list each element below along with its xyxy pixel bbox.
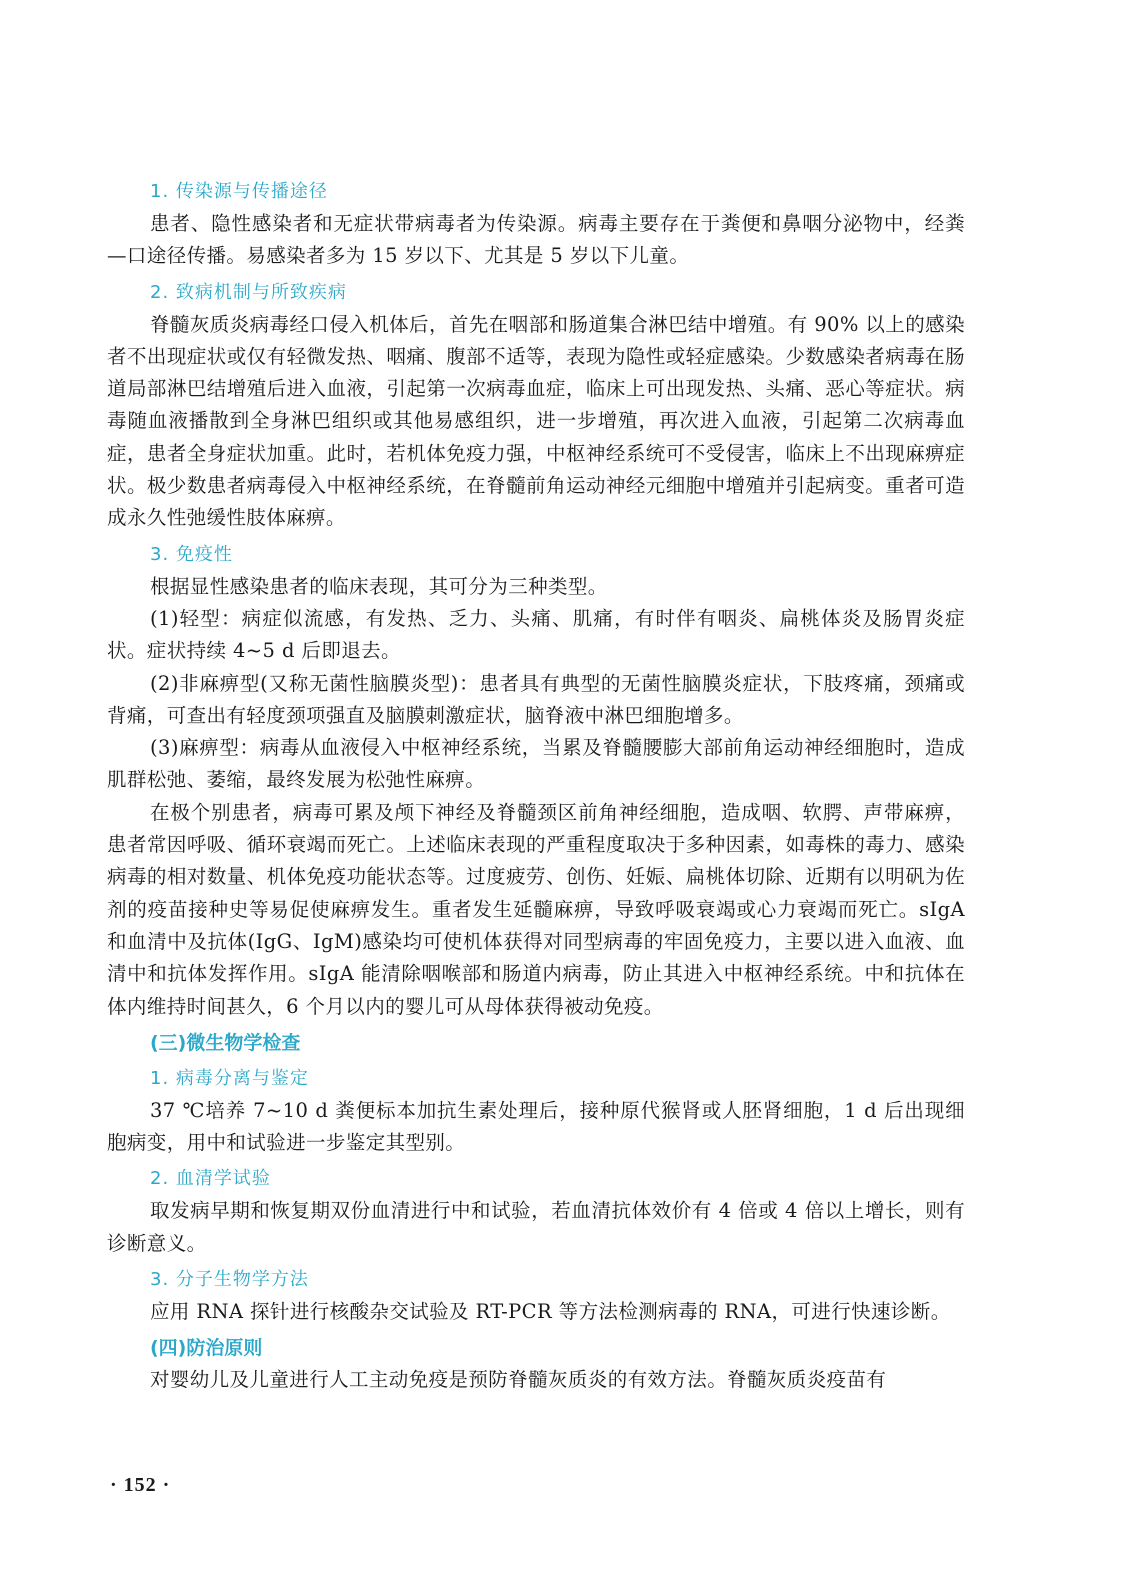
paragraph: 取发病早期和恢复期双份血清进行中和试验，若血清抗体效价有 4 倍或 4 倍以上增长，则有诊断意义。 [107,1199,965,1255]
paragraph: 应用 RNA 探针进行核酸杂交试验及 RT-PCR 等方法检测病毒的 RNA，可进行快速诊断。 [150,1300,951,1324]
paragraph: (3)麻痹型：病毒从血液侵入中枢神经系统，当累及脊髓腰膨大部前角运动神经细胞时，造成肌群松弛、萎缩，最终发展为松弛性麻痹。 [107,736,965,792]
paragraph: 脊髓灰质炎病毒经口侵入机体后，首先在咽部和肠道集合淋巴结中增殖。有 90% 以上的感染者不出现症状或仅有轻微发热、咽痛、腹部不适等，表现为隐性或轻症感染。少数感染者病毒在肠道局部淋巴结增殖后进入血液，引起第一次病毒血症，临床上可出现发热、头痛、恶心等症状。病毒随血液播散到全身淋巴组织或其他易感组织，进一步增殖，再次进入血液，引起第二次病毒血症，患者全身症状加重。此时，若机体免疫力强，中枢神经系统可不受侵害，临床上不出现麻痹症状。极少数患者病毒侵入中枢神经系统，在脊髓前角运动神经元细胞中增殖并引起病变。重者可造成永久性弛缓性肢体麻痹。 [107,312,965,530]
section-heading: 3. 免疫性 [150,543,233,565]
paragraph: 对婴幼儿及儿童进行人工主动免疫是预防脊髓灰质炎的有效方法。脊髓灰质炎疫苗有 [150,1368,887,1392]
paragraph: 根据显性感染患者的临床表现，其可分为三种类型。 [150,574,608,598]
section-heading: 1. 传染源与传播途径 [150,181,328,202]
paragraph: (2)非麻痹型(又称无菌性脑膜炎型)：患者具有典型的无菌性脑膜炎症状，下肢疼痛，颈痛或背痛，可查出有轻度颈项强直及脑膜刺激症状，脑脊液中淋巴细胞增多。 [107,671,965,727]
section-heading: 2. 致病机制与所致疾病 [150,281,347,303]
paragraph: (1)轻型：病症似流感，有发热、乏力、头痛、肌痛，有时伴有咽炎、扁桃体炎及肠胃炎症状。症状持续 4~5 d 后即退去。 [107,606,965,663]
paragraph: 在极个别患者，病毒可累及颅下神经及脊髓颈区前角神经细胞，造成咽、软腭、声带麻痹，患者常因呼吸、循环衰竭而死亡。上述临床表现的严重程度取决于多种因素，如毒株的毒力、感染病毒的相对数量、机体免疫功能状态等。过度疲劳、创伤、妊娠、扁桃体切除、近期有以明矾为佐剂的疫苗接种史等易促使麻痹发生。重者发生延髓麻痹，导致呼吸衰竭或心力衰竭而死亡。sIgA 和血清中及抗体(IgG、IgM)感染均可使机体获得对同型病毒的牢固免疫力，主要以进入血液、血清中和抗体发挥作用。sIgA 能清除咽喉部和肠道内病毒，防止其进入中枢神经系统。中和抗体在体内维持时间甚久，6 个月以内的婴儿可从母体获得被动免疫。 [107,800,965,1018]
chapter-section-heading: (四)防治原则 [150,1337,263,1360]
section-heading: 2. 血清学试验 [150,1168,271,1190]
section-heading: 1. 病毒分离与鉴定 [150,1067,309,1089]
paragraph: 37 ℃培养 7~10 d 粪便标本加抗生素处理后，接种原代猴肾或人胚肾细胞，1 d 后出现细胞病变，用中和试验进一步鉴定其型别。 [107,1098,965,1155]
paragraph: 患者、隐性感染者和无症状带病毒者为传染源。病毒主要存在于粪便和鼻咽分泌物中，经粪—口途径传播。易感染者多为 15 岁以下、尤其是 5 岁以下儿童。 [107,212,965,268]
chapter-section-heading: (三)微生物学检查 [150,1031,301,1054]
page-number: · 152 · [110,1474,171,1496]
page-content [107,172,965,1397]
section-heading: 3. 分子生物学方法 [150,1269,309,1291]
